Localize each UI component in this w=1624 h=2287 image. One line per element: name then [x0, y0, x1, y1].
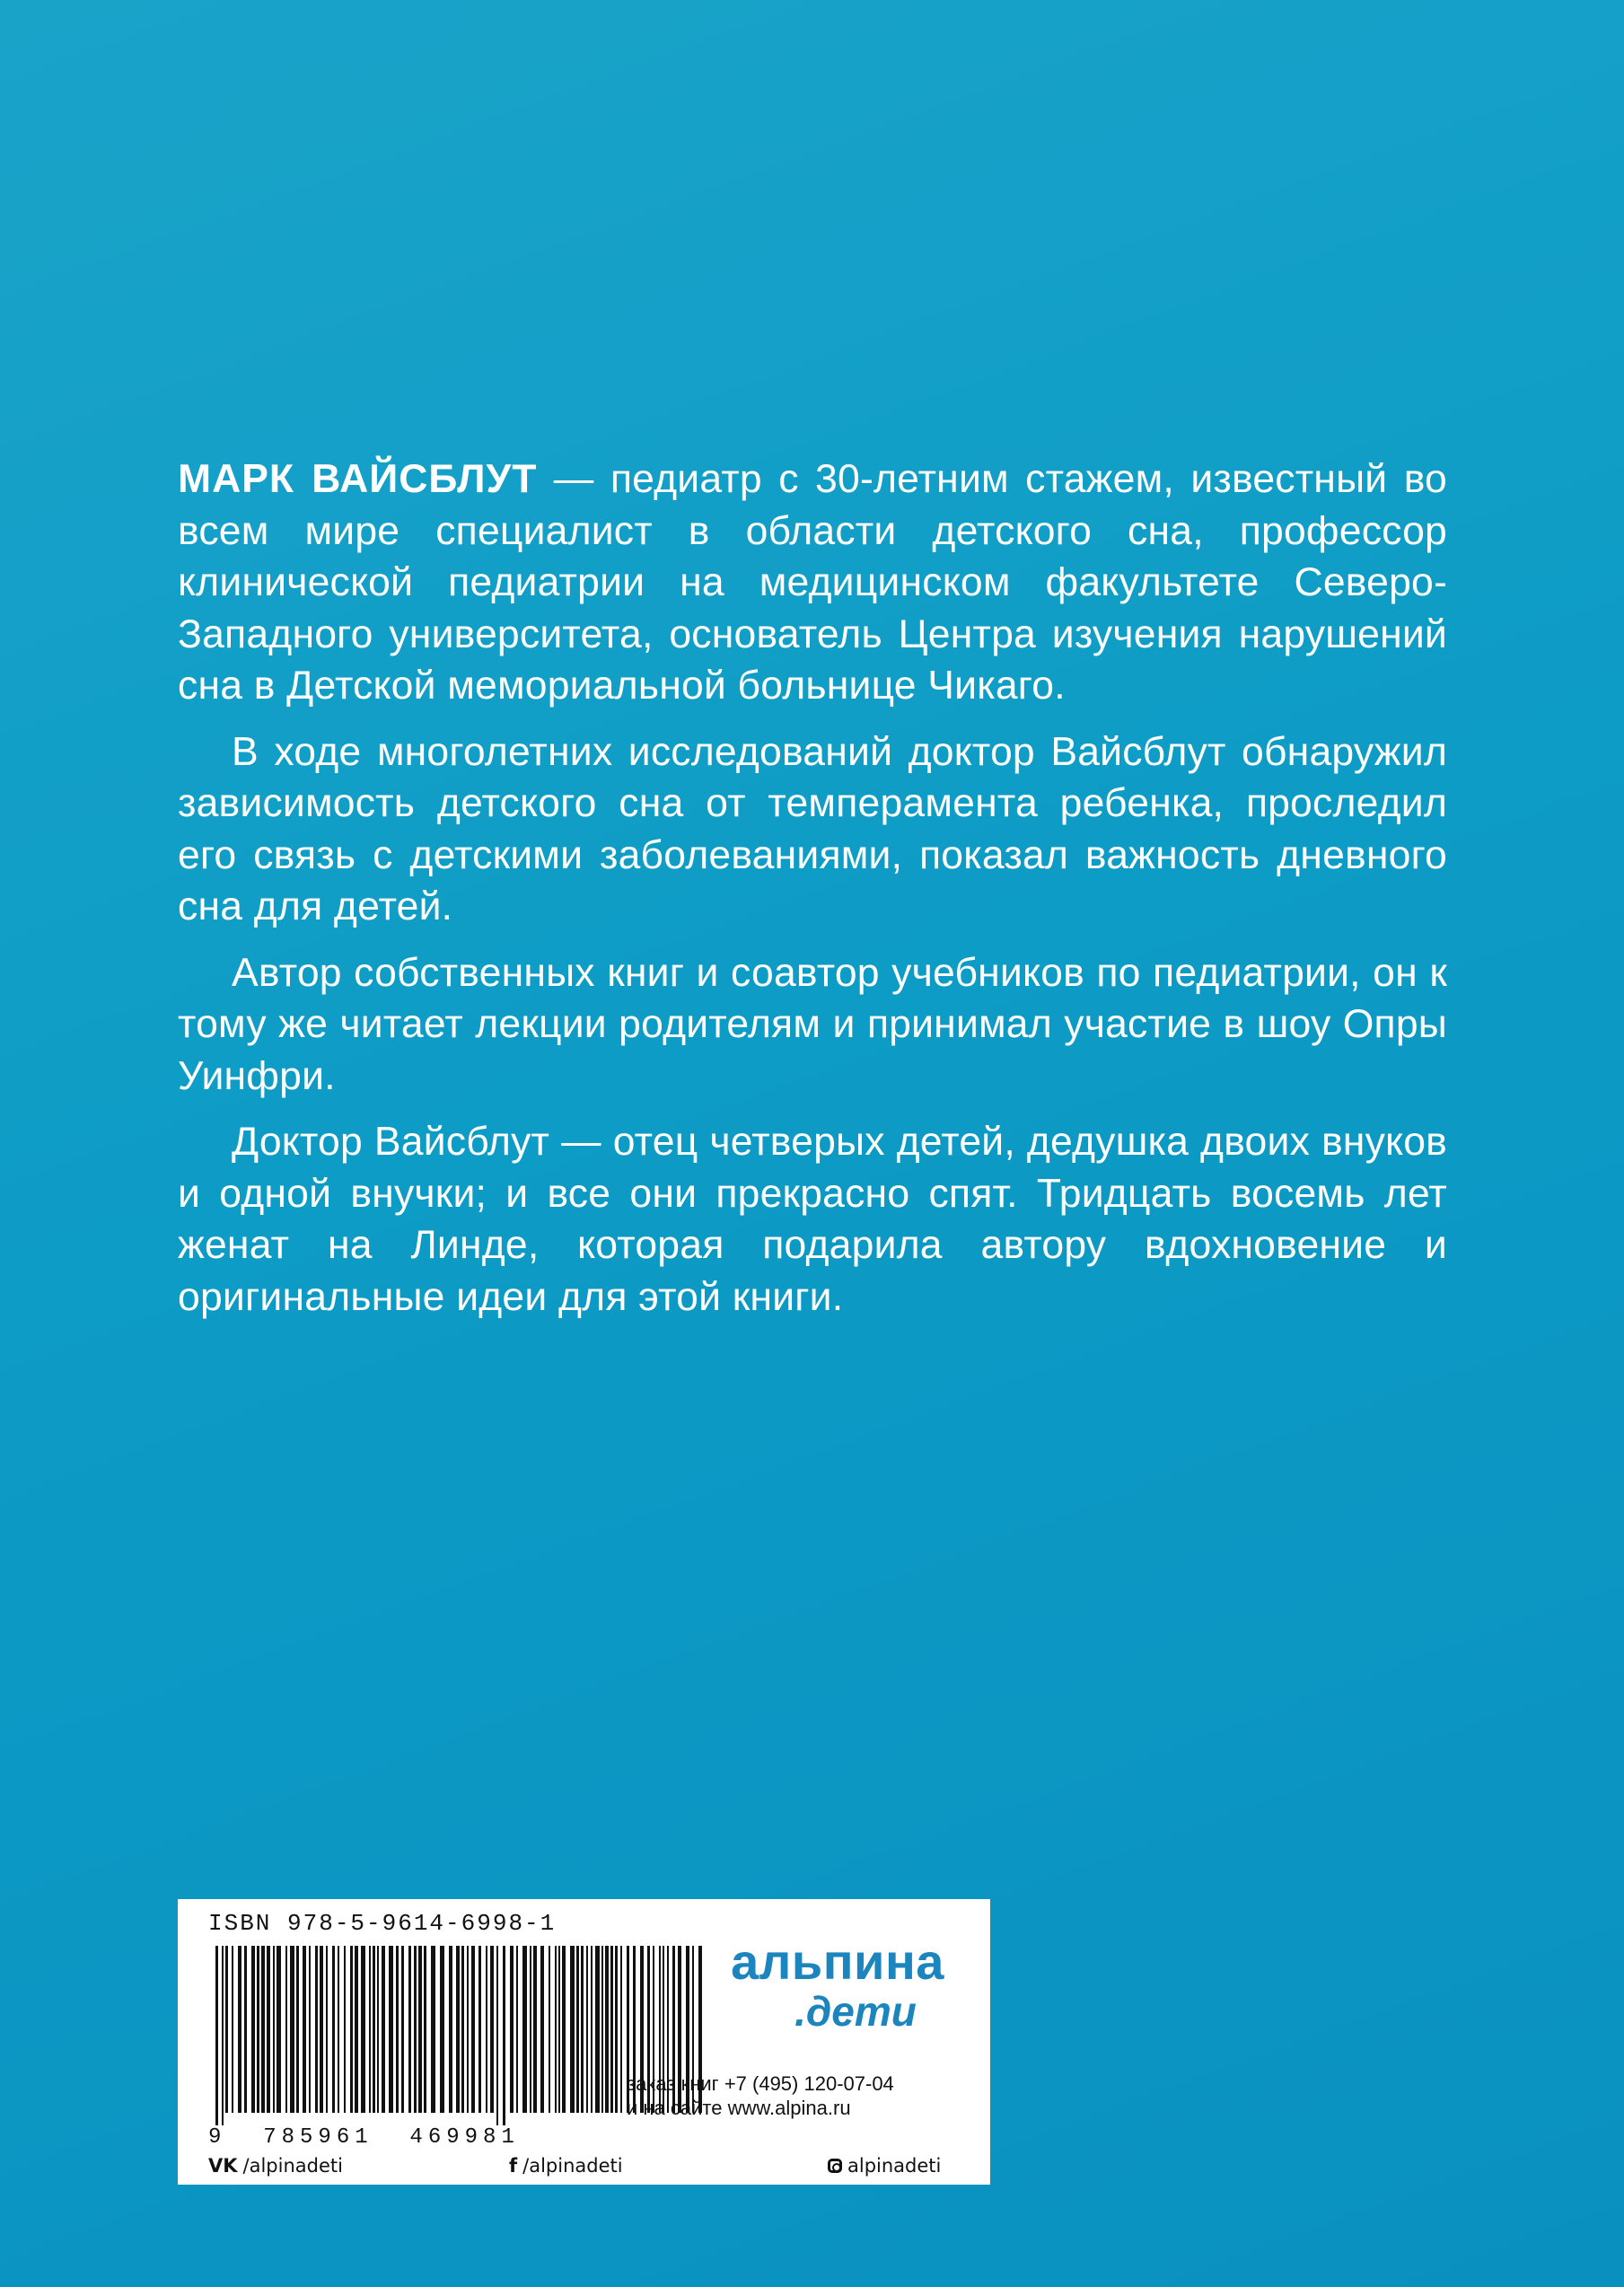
barcode-bar — [225, 1946, 228, 2113]
barcode-bar — [549, 1946, 550, 2113]
social-ig-handle: alpinadeti — [847, 2155, 942, 2177]
social-vk-handle: /alpinadeti — [242, 2155, 343, 2177]
barcode-bar — [530, 1946, 531, 2113]
barcode-bar — [516, 1946, 518, 2113]
bio-paragraph-1-text: — педиатр с 30-летним стажем, известный во всем мире специалист в области детского сна, профессор клинической педиатрии на медицинском факультете Северо-Западного университета, основатель Центра изучения нарушений сна в Детской мемориальной больнице Чикаго. — [178, 457, 1447, 708]
barcode-bar — [461, 1946, 464, 2113]
barcode-digits: 9 785961 469981 — [208, 2125, 520, 2150]
barcode-bar — [290, 1946, 294, 2113]
barcode-bar — [449, 1946, 452, 2113]
barcode-bar — [296, 1946, 299, 2113]
barcode-bar — [503, 1946, 505, 2125]
barcode-bar — [285, 1946, 287, 2113]
barcode-bar — [355, 1946, 358, 2113]
publisher-logo-line2: .дети — [794, 1988, 917, 2035]
barcode-bar — [377, 1946, 379, 2113]
barcode-bar — [605, 1946, 609, 2113]
bio-paragraph-3: Автор собственных книг и соавтор учебников по педиатрии, он к тому же читает лекции родителям и принимал участие в шоу Опры Уинфри. — [178, 950, 1447, 1098]
barcode-bar — [418, 1946, 422, 2113]
barcode-bar — [510, 1946, 514, 2113]
barcode-bar — [496, 1946, 498, 2125]
barcode-bar — [601, 1946, 603, 2113]
barcode-bar — [440, 1946, 444, 2113]
barcode-bar — [555, 1946, 557, 2113]
order-info — [627, 2071, 894, 2120]
barcode-bar — [332, 1946, 335, 2113]
barcode-bar — [338, 1946, 339, 2113]
barcode-bar — [478, 1946, 481, 2113]
barcode-bar — [431, 1946, 435, 2113]
barcode-bar — [389, 1946, 393, 2113]
barcode-bar — [238, 1946, 241, 2113]
barcode-bar — [215, 1946, 218, 2125]
barcode-bar — [581, 1946, 584, 2113]
barcode-bar — [615, 1946, 618, 2113]
barcode-bar — [396, 1946, 399, 2113]
barcode-bar — [244, 1946, 247, 2113]
barcode-bar — [490, 1946, 494, 2113]
publisher-logo — [716, 1935, 959, 2034]
isbn-label: ISBN 978-5-9614-6998-1 — [208, 1910, 557, 1937]
barcode-bar — [456, 1946, 460, 2113]
barcode-bar — [570, 1946, 575, 2113]
barcode-bar — [467, 1946, 469, 2113]
publisher-logo-line1: альпина — [731, 1933, 944, 1990]
social-instagram — [828, 2155, 941, 2177]
barcode-bar — [261, 1946, 265, 2113]
barcode-bar — [222, 1946, 224, 2125]
barcode-bar — [591, 1946, 593, 2113]
barcode-bar — [620, 1946, 622, 2113]
barcode-bar — [267, 1946, 270, 2113]
barcode-bar — [320, 1946, 323, 2113]
barcode-bar — [251, 1946, 255, 2113]
bio-paragraph-4: Доктор Вайсблут — отец четверых детей, дедушка двоих внуков и одной внучки; и все они прекрасно спят. Тридцать восемь лет женат на Линде, которая подарила автору вдохновение и оригинальные идеи для этой книги. — [178, 1120, 1447, 1319]
barcode-bar — [277, 1946, 281, 2113]
barcode-bar — [486, 1946, 487, 2113]
order-website: и на сайте www.alpina.ru — [627, 2097, 851, 2119]
barcode-bar — [273, 1946, 275, 2113]
barcode-bar — [562, 1946, 566, 2113]
social-fb-handle: /alpinadeti — [522, 2155, 623, 2177]
barcode-bar — [595, 1946, 600, 2113]
instagram-icon — [828, 2159, 842, 2173]
order-phone: заказ книг +7 (495) 120-07-04 — [627, 2072, 894, 2095]
social-facebook — [509, 2155, 623, 2177]
vk-icon: VK — [208, 2155, 238, 2177]
social-links — [208, 2155, 962, 2180]
barcode-bar — [540, 1946, 544, 2113]
barcode-bar — [315, 1946, 318, 2113]
author-name: МАРК ВАЙСБЛУТ — [178, 457, 538, 501]
barcode-bar — [303, 1946, 306, 2113]
barcode-bar — [369, 1946, 371, 2113]
bio-paragraph-1 — [178, 453, 1447, 712]
barcode-bar — [471, 1946, 475, 2113]
barcode-bar — [309, 1946, 311, 2113]
barcode-bar — [522, 1946, 527, 2113]
bio-paragraph-2: В ходе многолетних исследований доктор Вайсблут обнаружил зависимость детского сна от темперамента ребенка, проследил его связь с детскими заболеваниями, показал важность дневного сна для детей. — [178, 729, 1447, 928]
barcode-bar — [576, 1946, 579, 2113]
author-bio — [178, 453, 1447, 1337]
barcode-bar — [350, 1946, 353, 2113]
barcode-panel — [178, 1899, 990, 2185]
barcode-bar — [344, 1946, 346, 2113]
barcode-bar — [326, 1946, 328, 2113]
barcode-bar — [373, 1946, 375, 2113]
barcode-bar — [382, 1946, 385, 2113]
social-vk — [208, 2155, 343, 2177]
barcode-bar — [414, 1946, 417, 2113]
barcode-bar — [257, 1946, 259, 2113]
barcode-bar — [232, 1946, 233, 2113]
barcode-bar — [361, 1946, 365, 2113]
barcode-bar — [401, 1946, 404, 2113]
barcode-bar — [586, 1946, 588, 2113]
barcode-bar — [424, 1946, 426, 2113]
facebook-icon: f — [509, 2155, 518, 2177]
barcode-bar — [533, 1946, 537, 2113]
barcode-bar — [558, 1946, 560, 2113]
barcode-bar — [408, 1946, 411, 2113]
barcode-bar — [610, 1946, 613, 2113]
